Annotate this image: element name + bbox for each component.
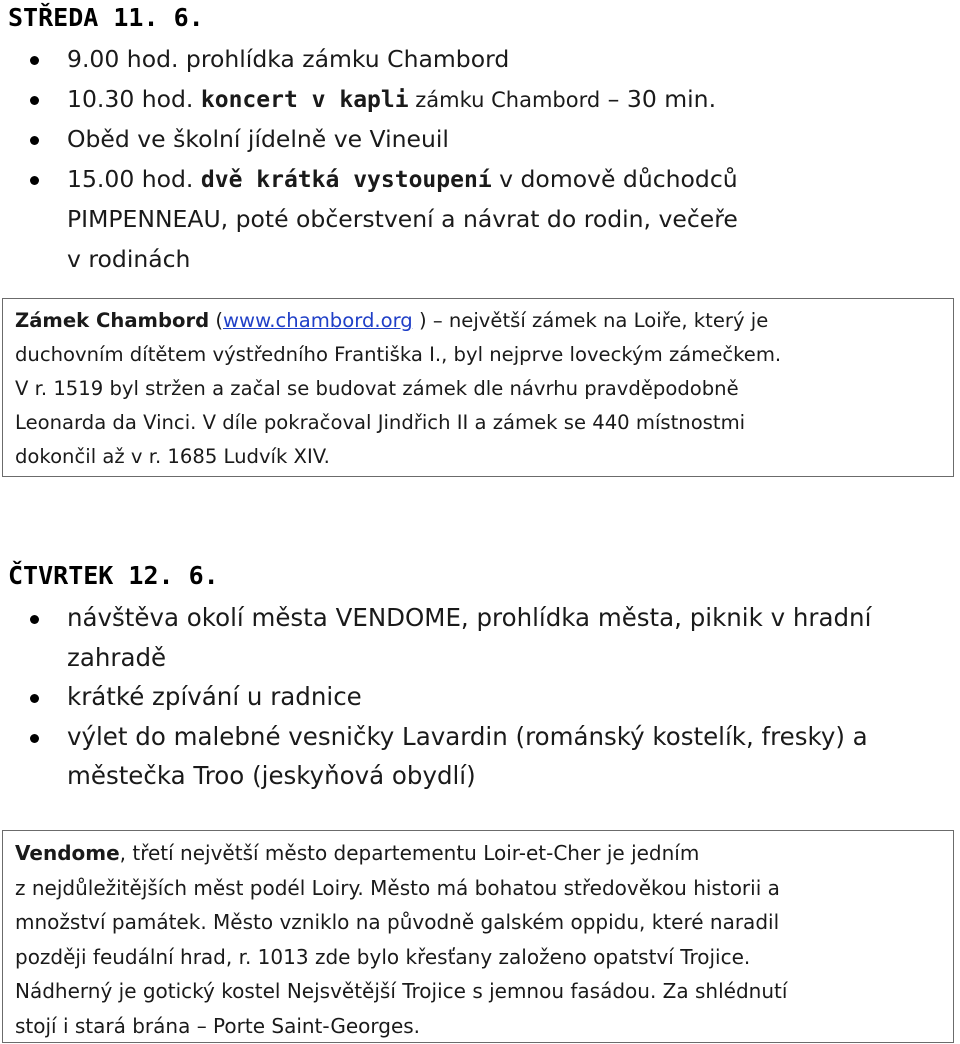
wednesday-program-list bbox=[0, 40, 940, 280]
item-time: 15.00 hod. bbox=[67, 164, 201, 193]
item-text: návštěva okolí města VENDOME, prohlídka města, piknik v hradní bbox=[67, 603, 872, 632]
info-line: dokončil až v r. 1685 Ludvík XIV. bbox=[15, 445, 330, 468]
list-item bbox=[0, 80, 940, 121]
item-text: PIMPENNEAU, poté občerstvení a návrat do rodin, večeře bbox=[67, 205, 738, 234]
bullet-icon bbox=[30, 615, 39, 624]
day-heading-wednesday: STŘEDA 11. 6. bbox=[8, 3, 204, 32]
list-item bbox=[0, 120, 940, 160]
chambord-link[interactable]: www.chambord.org bbox=[223, 309, 413, 332]
info-line: duchovním dítětem výstředního Františka I., byl nejprve loveckým zámečkem. bbox=[15, 343, 782, 366]
list-item bbox=[0, 40, 940, 80]
list-item bbox=[0, 598, 940, 677]
list-item bbox=[0, 160, 940, 280]
info-text: ( bbox=[209, 309, 224, 332]
item-text: v domově důchodců bbox=[491, 164, 738, 193]
info-text: , třetí největší město departementu Loir-et-Cher je jedním bbox=[119, 841, 700, 865]
bullet-icon bbox=[30, 96, 39, 105]
item-time: 10.30 hod. bbox=[67, 84, 201, 113]
item-text: v rodinách bbox=[67, 244, 191, 273]
chambord-info-box bbox=[2, 298, 954, 477]
info-title: Vendome bbox=[15, 841, 120, 865]
item-text: Oběd ve školní jídelně ve Vineuil bbox=[67, 125, 449, 154]
info-line: z nejdůležitějších měst podél Loiry. Město má bohatou středověkou historii a bbox=[15, 875, 780, 900]
item-text: zahradě bbox=[67, 642, 167, 672]
item-highlight: koncert v kapli bbox=[200, 86, 409, 113]
list-item bbox=[0, 677, 940, 717]
item-text: výlet do malebné vesničky Lavardin (románský kostelík, fresky) a bbox=[67, 721, 868, 751]
item-text: městečka Troo (jeskyňová obydlí) bbox=[67, 761, 476, 790]
bullet-icon bbox=[30, 734, 39, 743]
thursday-program-list bbox=[0, 598, 940, 796]
item-duration: – 30 min. bbox=[600, 84, 717, 113]
bullet-icon bbox=[30, 176, 39, 185]
info-line: množství památek. Město vzniklo na původně galském oppidu, které naradil bbox=[15, 910, 780, 935]
day-heading-thursday: ČTVRTEK 12. 6. bbox=[8, 561, 219, 590]
info-line bbox=[15, 304, 941, 338]
info-text: ) – největší zámek na Loiře, který je bbox=[412, 309, 769, 332]
bullet-icon bbox=[30, 136, 39, 145]
info-line: V r. 1519 byl stržen a začal se budovat zámek dle návrhu pravděpodobně bbox=[15, 377, 739, 400]
info-line: Nádherný je gotický kostel Nejsvětější Trojice s jemnou fasádou. Za shlédnutí bbox=[15, 979, 788, 1004]
list-item bbox=[0, 717, 940, 796]
info-line bbox=[15, 836, 941, 871]
bullet-icon bbox=[30, 56, 39, 65]
vendome-info-box bbox=[2, 830, 954, 1043]
item-place: zámku Chambord bbox=[408, 87, 601, 112]
item-highlight: dvě krátká vystoupení bbox=[200, 166, 492, 193]
info-line: stojí i stará brána – Porte Saint-Georges. bbox=[15, 1013, 421, 1038]
info-line: Leonarda da Vinci. V díle pokračoval Jindřich II a zámek se 440 místnostmi bbox=[15, 411, 746, 434]
info-line: později feudální hrad, r. 1013 zde bylo křesťany založeno opatství Trojice. bbox=[15, 944, 751, 969]
bullet-icon bbox=[30, 694, 39, 703]
item-text: 9.00 hod. prohlídka zámku Chambord bbox=[67, 45, 510, 73]
info-title: Zámek Chambord bbox=[15, 309, 210, 332]
item-text: krátké zpívání u radnice bbox=[67, 682, 362, 711]
